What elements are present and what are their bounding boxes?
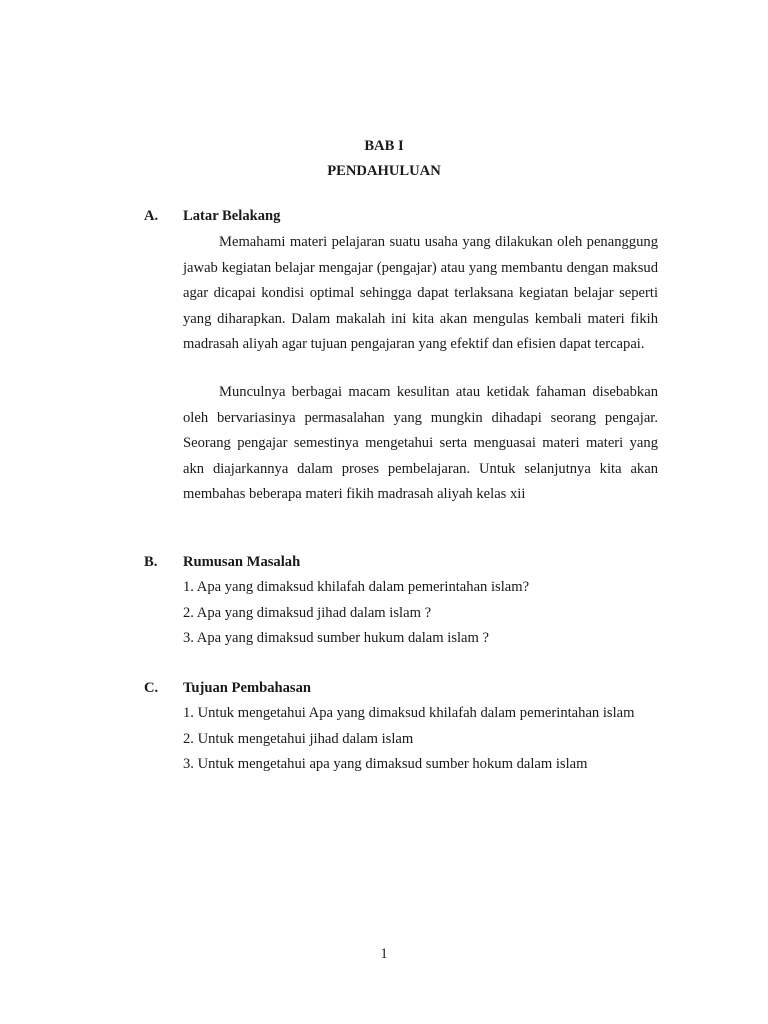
page-number: 1 xyxy=(380,946,388,962)
objective-list xyxy=(183,701,658,778)
problem-list xyxy=(183,575,658,652)
section-title: Latar Belakang xyxy=(183,208,281,224)
section-letter: C. xyxy=(144,680,159,696)
list-item: 1. Untuk mengetahui Apa yang dimaksud khilafah dalam pemerintahan islam xyxy=(183,705,635,721)
list-item: 2. Apa yang dimaksud jihad dalam islam ? xyxy=(183,604,432,621)
chapter-number: BAB I xyxy=(364,138,404,154)
chapter-title: PENDAHULUAN xyxy=(327,163,441,179)
list-item: 1. Apa yang dimaksud khilafah dalam pemerintahan islam? xyxy=(183,579,530,595)
list-item: 3. Untuk mengetahui apa yang dimaksud sumber hokum dalam islam xyxy=(183,756,588,773)
paragraph-2: Munculnya berbagai macam kesulitan atau ketidak fahaman disebabkan oleh bervariasinya permasalahan yang mungkin dihadapi seorang pengajar. Seorang pengajar semestinya mengetahui serta menguasai materi materi yang akn diajarkannya dalam proses pembelajaran. Untuk selanjutnya kita akan membahas beberapa materi fikih madrasah aliyah kelas xii xyxy=(183,384,658,503)
section-title: Tujuan Pembahasan xyxy=(183,680,312,696)
section-letter: A. xyxy=(144,208,159,224)
paragraph-1: Memahami materi pelajaran suatu usaha yang dilakukan oleh penanggung jawab kegiatan belajar mengajar (pengajar) atau yang membantu dengan maksud agar dicapai kondisi optimal sehingga dapat terlaksana kegiatan belajar seperti yang diharapkan. Dalam makalah ini kita akan mengulas kembali materi fikih madrasah aliyah agar tujuan pengajaran yang efektif dan efisien dapat tercapai. xyxy=(183,234,658,353)
list-item: 3. Apa yang dimaksud sumber hukum dalam islam ? xyxy=(183,630,490,647)
list-item: 2. Untuk mengetahui jihad dalam islam xyxy=(183,730,414,747)
section-letter: B. xyxy=(144,554,158,570)
section-title: Rumusan Masalah xyxy=(183,554,301,570)
